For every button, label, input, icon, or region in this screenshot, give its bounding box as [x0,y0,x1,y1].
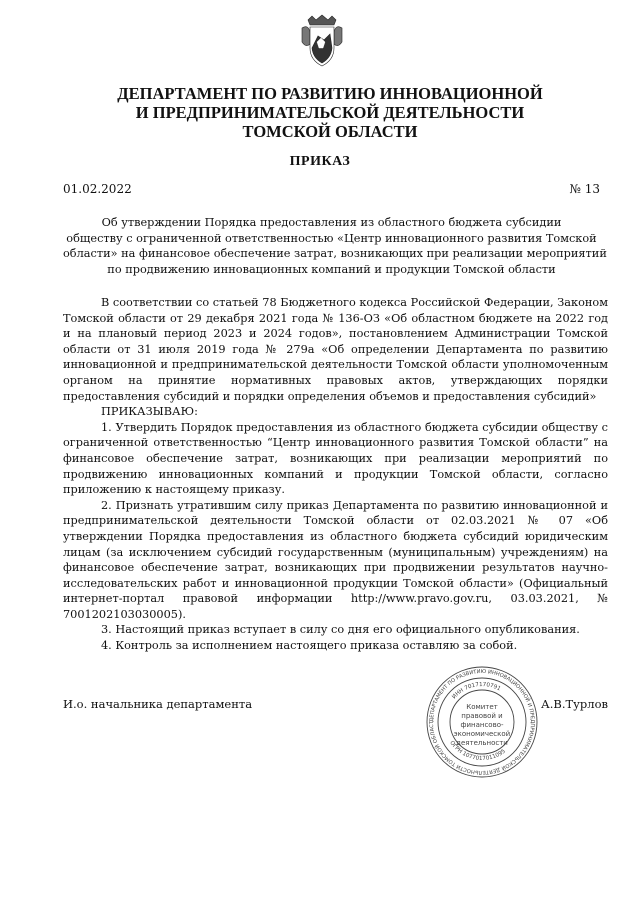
svg-text:экономической: экономической [453,730,511,738]
svg-text:правовой и: правовой и [461,712,503,720]
order-word: ПРИКАЗЫВАЮ: [101,405,198,419]
department-line: ДЕПАРТАМЕНТ ПО РАЗВИТИЮ ИННОВАЦИОННОЙ [117,84,543,103]
order-item-2: 2. Признать утратившим силу приказ Департамента по развитию инновационной и предпринимательской деятельности Томской области от 02.03.2021 № 07 «Об утверждении Порядка предоставления из областного бюджета субсидий юридическим лицам (за исключением субсидий государственным (муниципальным) учреждениям) на финансовое обеспечение затрат, возникающих при продвижении результатов научно-исследовательских работ и инновационной продукции Томской области» (Официальный интернет-портал правовой информации http://www.pravo.gov.ru, 03.03.2021, № 7001202103030005). [63,498,608,621]
signatory-title: И.о. начальника департамента [63,697,253,711]
coat-of-arms-icon [298,14,346,70]
document-subject [63,215,607,277]
document-date: 01.02.2022 [63,182,132,196]
subject-line: Об утверждении Порядка предоставления из областного бюджета субсидии [101,216,562,229]
subject-line: обществу с ограниченной ответственностью «Центр инновационного развития Томской [66,231,597,245]
order-item-1: 1. Утвердить Порядок предоставления из областного бюджета субсидии обществу с ограниченной ответственностью “Центр инновационного развития Томской области” на финансовое обеспечение затрат, возникающих при реализации мероприятий по продвижению инновационных компаний и продукции Томской области, согласно приложению к настоящему приказу. [63,420,608,497]
department-name [40,84,620,141]
official-stamp [425,665,539,779]
svg-text:Комитет: Комитет [466,703,498,711]
order-item-4: 4. Контроль за исполнением настоящего приказа оставляю за собой. [101,639,518,653]
department-line: ТОМСКОЙ ОБЛАСТИ [242,122,418,141]
preamble-paragraph: В соответствии со статьей 78 Бюджетного кодекса Российской Федерации, Законом Томской области от 29 декабря 2021 года № 136-ОЗ «Об областном бюджете на 2022 год и на плановый период 2023 и 2024 годов», постановлением Администрации Томской области от 31 июля 2019 года № 279а «Об определении Департамента по развитию инновационной и предпринимательской деятельности Томской области уполномоченным органом на принятие нормативных правовых актов, утверждающих порядки предоставления субсидий и порядки определения объемов и предоставления субсидий» [63,296,608,403]
document-type: ПРИКАЗ [289,154,351,169]
subject-line: по продвижению инновационных компаний и продукции Томской области [107,262,556,276]
document-body [63,295,608,654]
department-line: И ПРЕДПРИНИМАТЕЛЬСКОЙ ДЕЯТЕЛЬНОСТИ [135,103,525,122]
svg-text:ДЕПАРТАМЕНТ ПО РАЗВИТИЮ ИННОВА: ДЕПАРТАМЕНТ ПО РАЗВИТИЮ ИННОВАЦИОННОЙ И ПРЕДПРИНИМАТЕЛЬСКОЙ ДЕЯТЕЛЬНОСТИ ТОМСКОЙ ОБЛАСТ [428,668,536,776]
svg-text:финансово-: финансово- [460,721,504,729]
svg-text:деятельности: деятельности [456,739,508,747]
signatory-name: А.В.Турлов [541,697,608,711]
subject-line: области» на финансовое обеспечение затрат, возникающих при реализации мероприятий [63,247,607,261]
svg-text:ИНН 7017170791: ИНН 7017170791 [451,681,502,701]
order-item-3: 3. Настоящий приказ вступает в силу со дня его официального опубликования. [101,623,580,637]
svg-text:ОГРН 1077017011095: ОГРН 1077017011095 [448,740,507,763]
document-number: № 13 [569,182,600,196]
